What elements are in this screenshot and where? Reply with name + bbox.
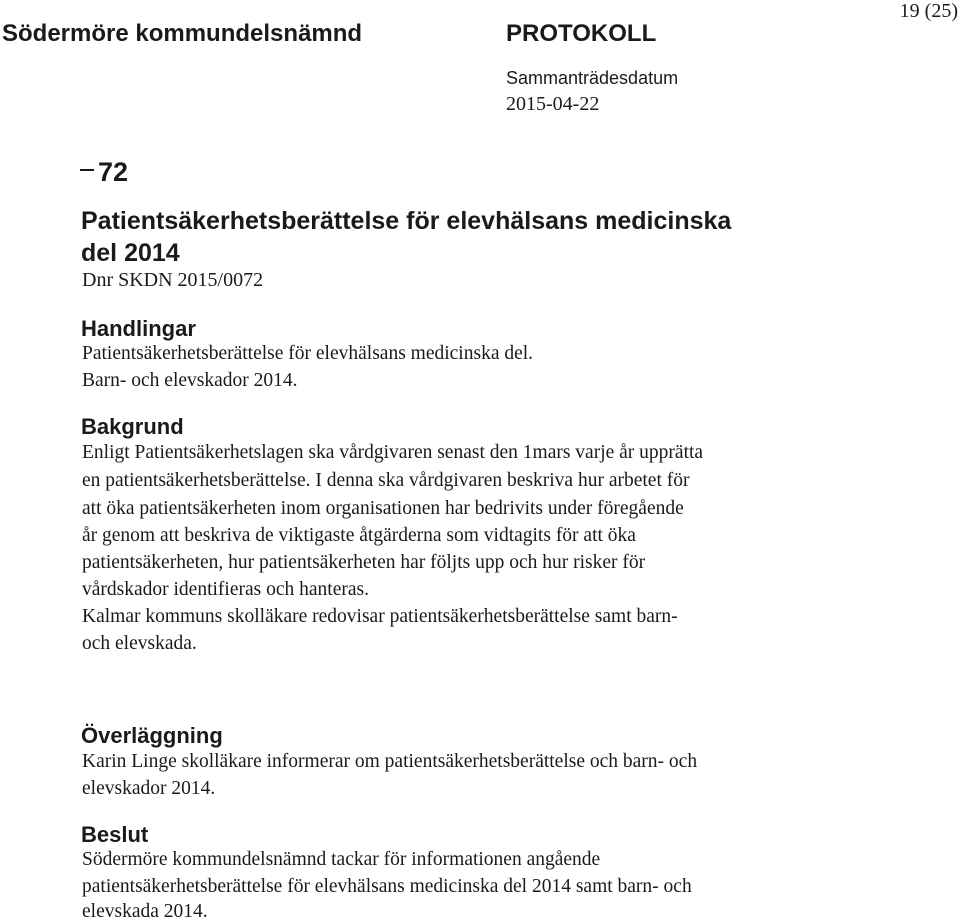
bakgrund-line: en patientsäkerhetsberättelse. I denna ska vårdgivaren beskriva hur arbetet för xyxy=(82,470,690,491)
section-mark-icon xyxy=(80,167,98,181)
section-title-line-2: del 2014 xyxy=(81,239,180,267)
handlingar-line: Barn- och elevskador 2014. xyxy=(82,370,298,391)
document-type: PROTOKOLL xyxy=(506,20,657,47)
meeting-date: 2015-04-22 xyxy=(506,93,600,115)
bakgrund-line: och elevskada. xyxy=(82,633,197,654)
overlaggning-line: elevskador 2014. xyxy=(82,778,216,799)
bakgrund-line: Kalmar kommuns skolläkare redovisar patientsäkerhetsberättelse samt barn- xyxy=(82,606,678,627)
beslut-heading: Beslut xyxy=(81,822,149,847)
beslut-line: elevskada 2014. xyxy=(82,901,208,922)
overlaggning-heading: Överläggning xyxy=(81,723,223,748)
beslut-line: Södermöre kommundelsnämnd tackar för informationen angående xyxy=(82,849,601,870)
handlingar-heading: Handlingar xyxy=(81,316,196,341)
handlingar-line: Patientsäkerhetsberättelse för elevhälsans medicinska del. xyxy=(82,343,534,364)
bakgrund-heading: Bakgrund xyxy=(81,414,184,439)
bakgrund-line: att öka patientsäkerheten inom organisationen har bedrivits under föregående xyxy=(82,498,684,519)
page-number: 19 (25) xyxy=(899,0,958,22)
bakgrund-line: patientsäkerheten, hur patientsäkerheten har följts upp och hur risker för xyxy=(82,552,646,573)
organization-name: Södermöre kommundelsnämnd xyxy=(2,20,363,47)
bakgrund-line: Enligt Patientsäkerhetslagen ska vårdgivaren senast den 1mars varje år upprätta xyxy=(82,442,704,463)
beslut-line: patientsäkerhetsberättelse för elevhälsans medicinska del 2014 samt barn- och xyxy=(82,876,692,897)
bakgrund-line: år genom att beskriva de viktigaste åtgärderna som vidtagits för att öka xyxy=(82,525,636,546)
bakgrund-line: vårdskador identifieras och hanteras. xyxy=(82,579,369,600)
section-number: 72 xyxy=(80,157,128,188)
meeting-date-label: Sammanträdesdatum xyxy=(506,68,679,88)
case-number: Dnr SKDN 2015/0072 xyxy=(82,269,264,291)
section-title-line-1: Patientsäkerhetsberättelse för elevhälsans medicinska xyxy=(81,207,732,235)
overlaggning-line: Karin Linge skolläkare informerar om patientsäkerhetsberättelse och barn- och xyxy=(82,751,698,772)
